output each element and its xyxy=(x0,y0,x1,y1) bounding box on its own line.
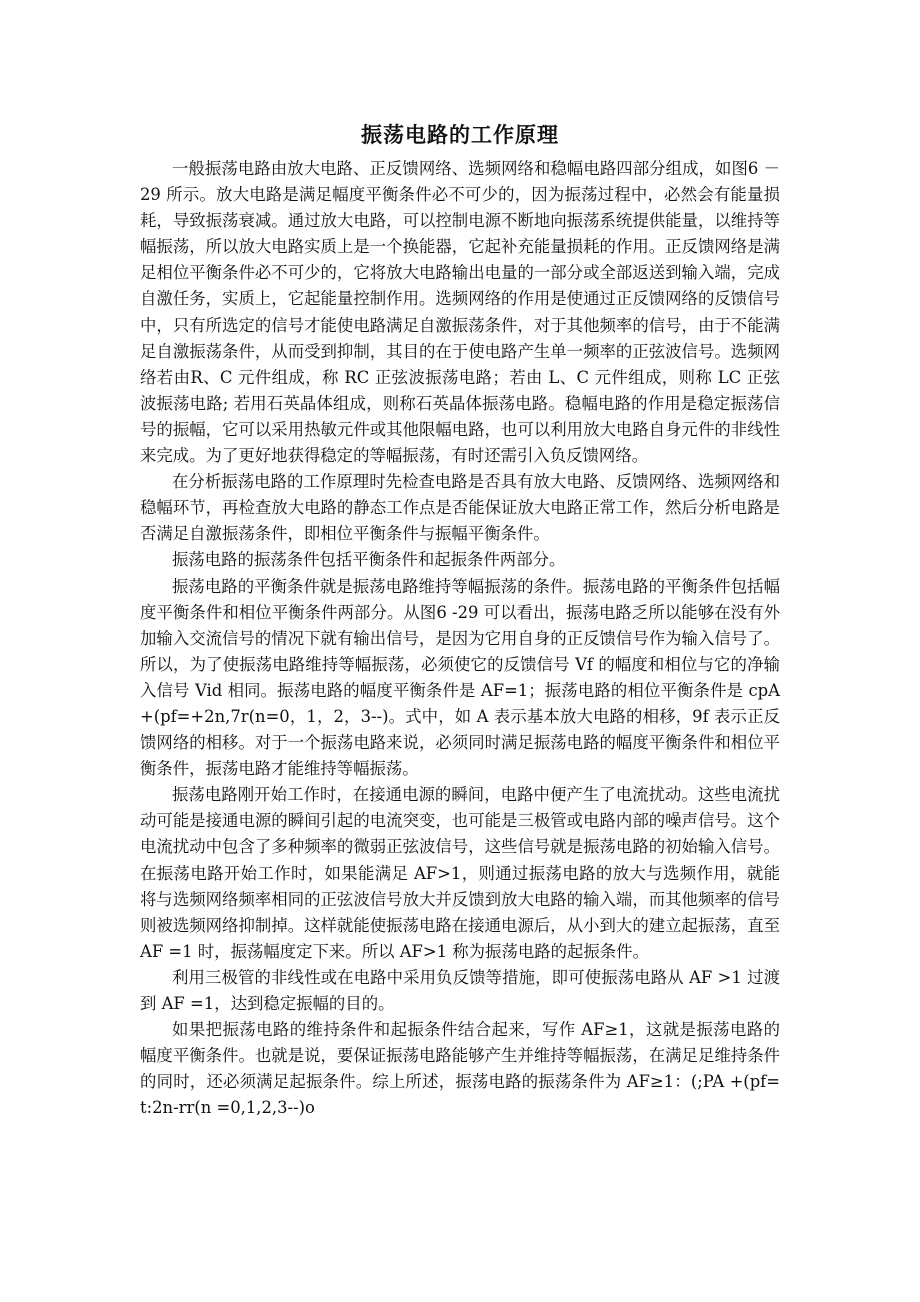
document-body xyxy=(140,118,780,1121)
paragraph-analysis-method: 在分析振荡电路的工作原理时先检查电路是否具有放大电路、反馈网络、选频网络和稳幅环节，再检查放大电路的静态工作点是否能保证放大电路正常工作，然后分析电路是否满足自激振荡条件，即相位平衡条件与振幅平衡条件。 xyxy=(140,472,780,544)
paragraph-amplitude-stabilization: 利用三极管的非线性或在电路中采用负反馈等措施，即可使振荡电路从 AF >1 过渡到 AF =1，达到稳定振幅的目的。 xyxy=(140,967,780,1013)
paragraph-startup-process: 振荡电路刚开始工作时，在接通电源的瞬间，电路中便产生了电流扰动。这些电流扰动可能是接通电源的瞬间引起的电流突变，也可能是三极管或电路内部的噪声信号。这个电流扰动中包含了多种频率的微弱正弦波信号，这些信号就是振荡电路的初始输入信号。在振荡电路开始工作时，如果能满足 AF>1，则通过振荡电路的放大与选频作用，就能将与选频网络频率相同的正弦波信号放大并反馈到放大电路的输入端，而其他频率的信号则被选频网络抑制掉。这样就能使振荡电路在接通电源后，从小到大的建立起振荡，直至 AF =1 时，振荡幅度定下来。所以 AF>1 称为振荡电路的起振条件。 xyxy=(140,785,780,961)
page-title: 振荡电路的工作原理 xyxy=(361,123,559,147)
paragraph-balance-condition: 振荡电路的平衡条件就是振荡电路维持等幅振荡的条件。振荡电路的平衡条件包括幅度平衡条件和相位平衡条件两部分。从图6 -29 可以看出，振荡电路乏所以能够在没有外加输入交流信号的情况下就有输出信号，是因为它用自身的正反馈信号作为输入信号了。所以，为了使振荡电路维持等幅振荡，必须使它的反馈信号 Vf 的幅度和相位与它的净输入信号 Vid 相同。振荡电路的幅度平衡条件是 AF=1；振荡电路的相位平衡条件是 cpA+(pf=+2n,7r(n=0，1，2，3--)。式中，如 A 表示基本放大电路的相移，9f 表示正反馈网络的相移。对于一个振荡电路来说，必须同时满足振荡电路的幅度平衡条件和相位平衡条件，振荡电路才能维持等幅振荡。 xyxy=(140,576,780,779)
paragraph-oscillator-composition: 一般振荡电路由放大电路、正反馈网络、选频网络和稳幅电路四部分组成，如图6 － 29 所示。放大电路是满足幅度平衡条件必不可少的，因为振荡过程中，必然会有能量损耗，导致振荡衰减。通过放大电路，可以控制电源不断地向振荡系统提供能量，以维持等幅振荡，所以放大电路实质上是一个换能器，它起补充能量损耗的作用。正反馈网络是满足相位平衡条件必不可少的，它将放大电路输出电量的一部分或全部返送到输入端，完成自激任务，实质上，它起能量控制作用。选频网络的作用是使通过正反馈网络的反馈信号中，只有所选定的信号才能使电路满足自激振荡条件，对于其他频率的信号，由于不能满足自激振荡条件，从而受到抑制，其目的在于使电路产生单一频率的正弦波信号。选频网络若由R、C 元件组成，称 RC 正弦波振荡电路；若由 L、C 元件组成，则称 LC 正弦波振荡电路; 若用石英晶体组成，则称石英晶体振荡电路。稳幅电路的作用是稳定振荡信号的振幅，它可以采用热敏元件或其他限幅电路，也可以利用放大电路自身元件的非线性来完成。为了更好地获得稳定的等幅振荡，有时还需引入负反馈网络。 xyxy=(140,159,780,466)
paragraph-summary-condition: 如果把振荡电路的维持条件和起振条件结合起来，写作 AF≥1，这就是振荡电路的幅度平衡条件。也就是说，要保证振荡电路能够产生并维持等幅振荡，在满足足维持条件的同时，还必须满足起振条件。综上所述，振荡电路的振荡条件为 AF≥1：(;PA +(pf=t:2n-rr(n =0,1,2,3--)o xyxy=(140,1020,780,1118)
paragraph-oscillation-conditions: 振荡电路的振荡条件包括平衡条件和起振条件两部分。 xyxy=(172,550,566,570)
